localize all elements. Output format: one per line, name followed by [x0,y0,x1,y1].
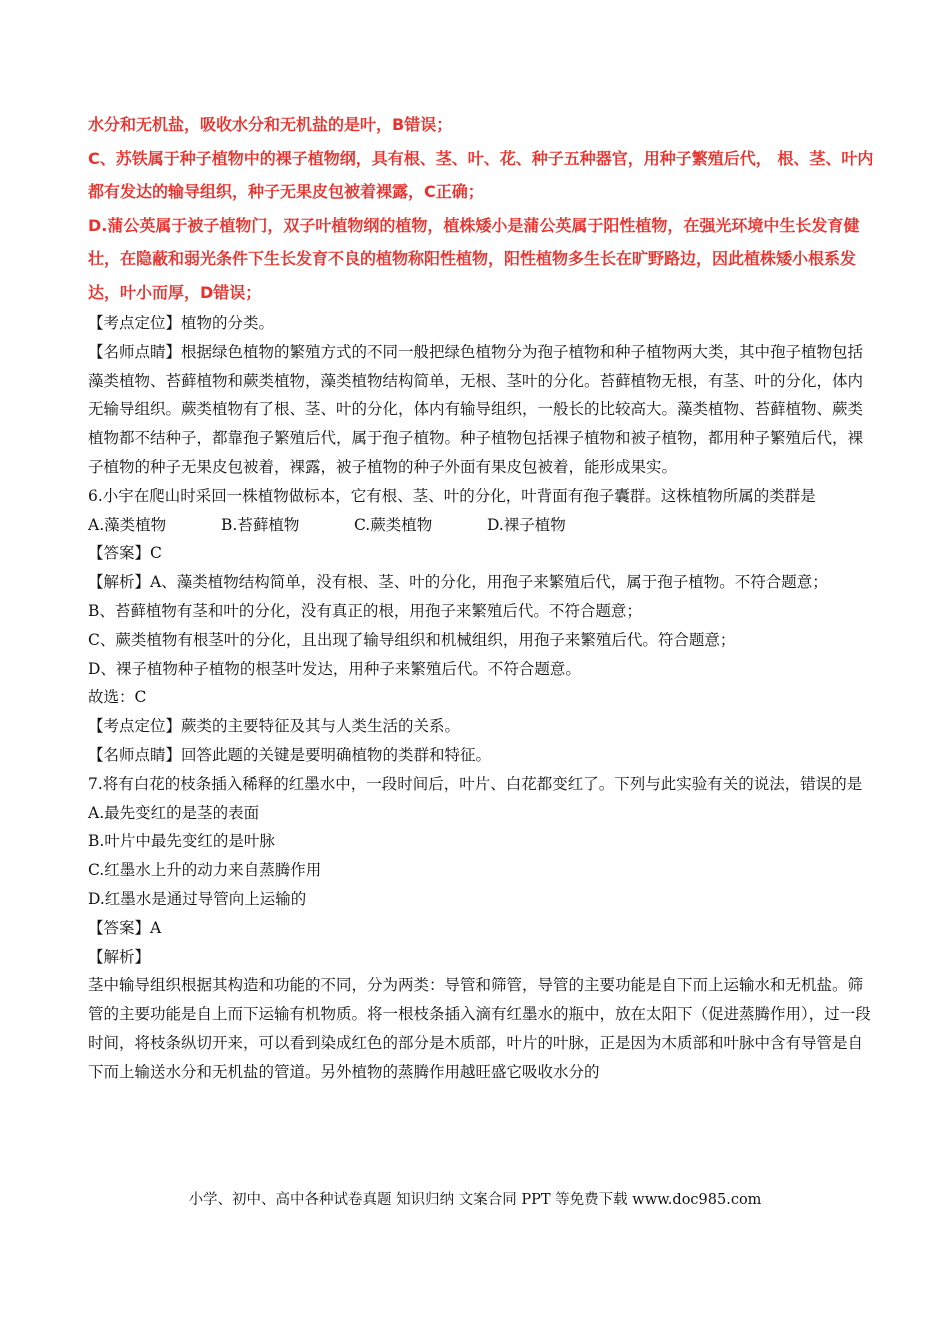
q6-kaodian: 【考点定位】蕨类的主要特征及其与人类生活的关系。 [88,717,461,736]
q7-option-c: C.红墨水上升的动力来自蒸腾作用 [88,861,322,880]
q7-jiexi-label: 【解析】 [88,947,151,966]
q5-kaodian: 【考点定位】植物的分类。 [88,314,275,332]
q6-jiexi-choice: 故选：C [88,688,147,707]
red-answer-line-b: 水分和无机盐，吸收水分和无机盐的是叶，B错误； [88,115,453,134]
q6-option-b: B.苔藓植物 [221,515,300,534]
red-answer-line-d: D.蒲公英属于被子植物门，双子叶植物纲的植物，植株矮小是蒲公英属于阳性植物，在强光环境中生长发育健壮，在隐蔽和弱光条件下生长发育不良的植物称阳性植物，阳性植物多生长在旷野路边，因此植株矮小根系发达，叶小而厚，D错误； [88,215,860,302]
q7-option-d: D.红墨水是通过导管向上运输的 [88,889,307,908]
q6-jiexi-a: 【解析】A、藻类植物结构简单，没有根、茎、叶的分化，用孢子来繁殖后代，属于孢子植物。不符合题意； [88,573,828,592]
q5-mingshi: 【名师点睛】根据绿色植物的繁殖方式的不同一般把绿色植物分为孢子植物和种子植物两大类，其中孢子植物包括藻类植物、苔藓植物和蕨类植物，藻类植物结构简单，无根、茎叶的分化。苔藓植物无根，有茎、叶的分化，体内无输导组织。蕨类植物有了根、茎、叶的分化，体内有输导组织，一般长的比较高大。藻类植物、苔藓植物、蕨类植物都不结种子，都靠孢子繁殖后代，属于孢子植物。种子植物包括裸子植物和被子植物，都用种子繁殖后代，裸子植物的种子无果皮包被着，裸露，被子植物的种子外面有果皮包被着，能形成果实。 [88,342,864,476]
q6-jiexi-b: B、苔藓植物有茎和叶的分化，没有真正的根，用孢子来繁殖后代。不符合题意； [88,601,642,620]
document-body [88,108,878,1087]
red-answer-line-c: C、苏铁属于种子植物中的裸子植物纲，具有根、茎、叶、花、种子五种器官，用种子繁殖后代， 根、茎、叶内都有发达的输导组织，种子无果皮包被着裸露，C正确； [88,148,874,201]
q7-option-b: B.叶片中最先变红的是叶脉 [88,832,275,851]
q6-options [88,511,878,540]
q6-mingshi: 【名师点睛】回答此题的关键是要明确植物的类群和特征。 [88,745,492,764]
q6-question: 6.小宇在爬山时采回一株植物做标本，它有根、茎、叶的分化，叶背面有孢子囊群。这株植物所属的类群是 [88,486,816,505]
q7-question: 7.将有白花的枝条插入稀释的红墨水中，一段时间后，叶片、白花都变红了。下列与此实验有关的说法，错误的是 [88,774,863,793]
q7-jiexi-text: 茎中输导组织根据其构造和功能的不同，分为两类：导管和筛管，导管的主要功能是自下而上运输水和无机盐。筛管的主要功能是自上而下运输有机物质。将一根枝条插入滴有红墨水的瓶中，放在太阳下（促进蒸腾作用），过一段时间，将枝条纵切开来，可以看到染成红色的部分是木质部，叶片的叶脉，正是因为木质部和叶脉中含有导管是自下而上输送水分和无机盐的管道。另外植物的蒸腾作用越旺盛它吸收水分的 [88,976,871,1081]
page-footer: 小学、初中、高中各种试卷真题 知识归纳 文案合同 PPT 等免费下载 www.doc985.com [188,1192,762,1208]
q6-option-a: A.藻类植物 [88,515,167,534]
q6-answer: 【答案】C [88,544,162,563]
q6-jiexi-d: D、裸子植物种子植物的根茎叶发达，用种子来繁殖后代。不符合题意。 [88,659,581,678]
q7-answer: 【答案】A [88,918,162,937]
q6-jiexi-c: C、蕨类植物有根茎叶的分化，且出现了输导组织和机械组织，用孢子来繁殖后代。符合题意； [88,630,736,649]
q6-option-d: D.裸子植物 [487,515,566,534]
q6-option-c: C.蕨类植物 [354,515,433,534]
q7-option-a: A.最先变红的是茎的表面 [88,803,260,822]
